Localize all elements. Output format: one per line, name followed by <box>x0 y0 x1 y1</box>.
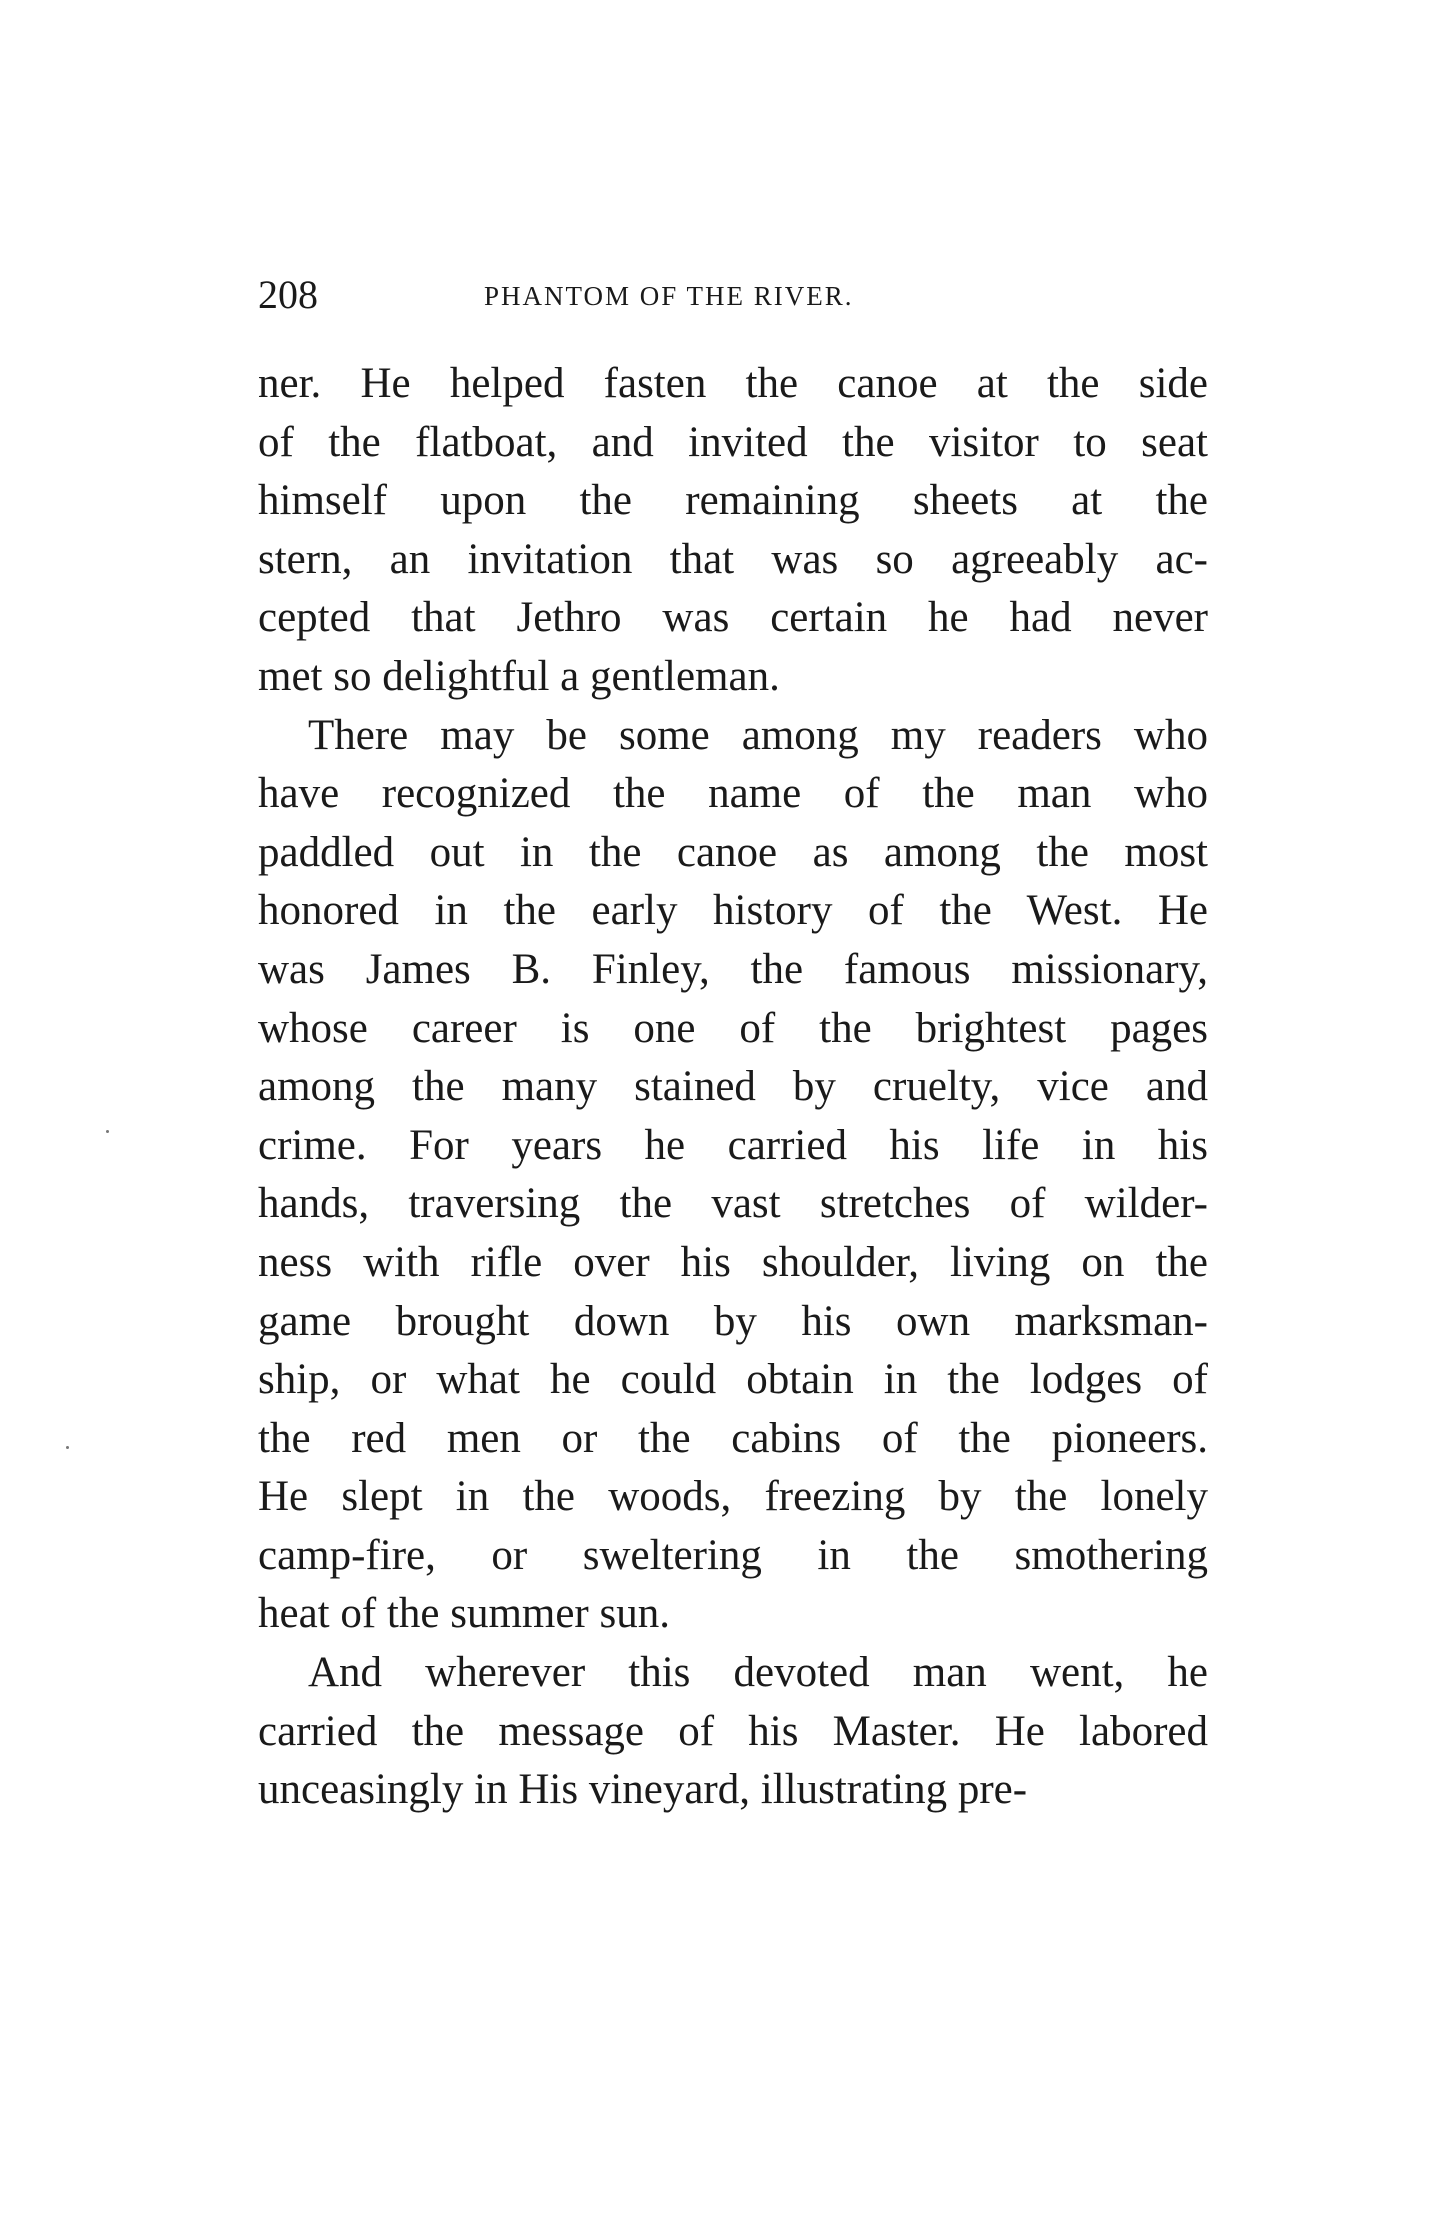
text-line: carried the message of his Master. He labored <box>258 1707 1208 1755</box>
paragraph <box>258 707 1208 1645</box>
body-text <box>258 355 1208 1820</box>
scan-speck <box>66 1446 69 1449</box>
text-line: stern, an invitation that was so agreeably ac- <box>258 535 1208 583</box>
page-number: 208 <box>258 272 318 317</box>
text-line: honored in the early history of the West. He <box>258 887 1208 935</box>
text-line: cepted that Jethro was certain he had never <box>258 594 1208 642</box>
text-line: was James B. Finley, the famous missionary, <box>258 945 1208 993</box>
text-line: crime. For years he carried his life in his <box>258 1121 1208 1169</box>
text-line: ner. He helped fasten the canoe at the side <box>258 360 1208 407</box>
text-line: unceasingly in His vineyard, illustrating pre- <box>258 1766 1028 1814</box>
running-title: PHANTOM OF THE RIVER. <box>484 281 854 311</box>
paragraph <box>258 355 1208 707</box>
scan-speck <box>106 1130 109 1133</box>
text-line: the red men or the cabins of the pioneers. <box>258 1414 1208 1462</box>
text-line: ness with rifle over his shoulder, living on the <box>258 1238 1208 1286</box>
paragraph <box>258 1644 1208 1820</box>
text-line: have recognized the name of the man who <box>258 770 1208 818</box>
text-line: of the flatboat, and invited the visitor to seat <box>258 418 1208 466</box>
text-line: whose career is one of the brightest pages <box>258 1004 1208 1052</box>
running-head <box>258 270 1214 320</box>
text-line: And wherever this devoted man went, he <box>308 1649 1208 1697</box>
text-line: hands, traversing the vast stretches of wilder- <box>258 1180 1208 1228</box>
text-line: himself upon the remaining sheets at the <box>258 477 1208 525</box>
text-line: met so delightful a gentleman. <box>258 652 780 700</box>
text-line: paddled out in the canoe as among the most <box>258 828 1208 876</box>
text-line: There may be some among my readers who <box>308 711 1208 759</box>
text-line: ship, or what he could obtain in the lodges of <box>258 1356 1208 1404</box>
text-line: He slept in the woods, freezing by the lonely <box>258 1473 1208 1521</box>
text-line: game brought down by his own marksman- <box>258 1297 1208 1345</box>
text-line: among the many stained by cruelty, vice and <box>258 1063 1208 1111</box>
text-line: heat of the summer sun. <box>258 1590 670 1638</box>
text-line: camp-fire, or sweltering in the smothering <box>258 1531 1208 1579</box>
